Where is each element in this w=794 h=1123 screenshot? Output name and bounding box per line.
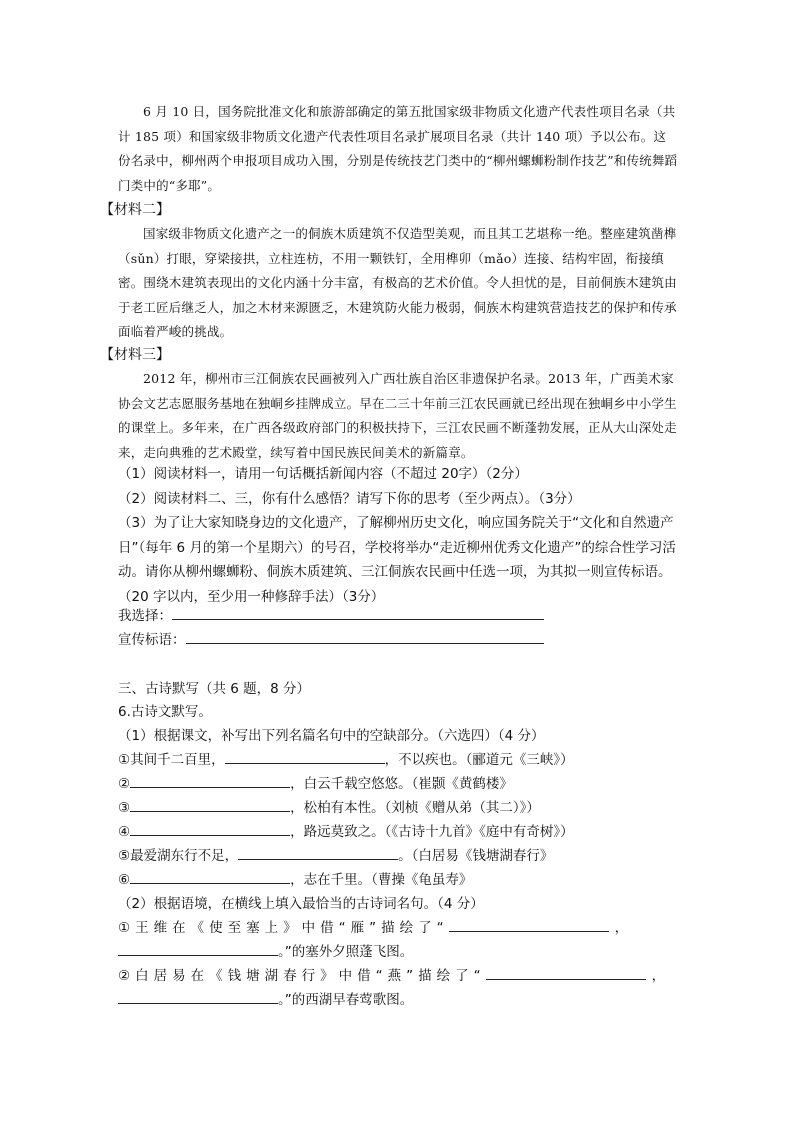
choose-label: 我选择： <box>118 608 172 624</box>
slogan-row <box>118 628 544 652</box>
context-item-2-line1: ②白居易在《钱塘湖春行》中借“燕”描绘了“ ， <box>118 964 665 988</box>
material-three-paragraph: 2012 年，柳州市三江侗族农民画被列入广西壮族自治区非遗保护名录。2013 年，广西美术家协会文艺志愿服务基地在独峒乡挂牌成立。早在二三十年前三江农民画就已经出现在独峒乡中小学生的课堂上。多年来，在广西各级政府部门的积极扶持下，三江农民画不断蓬勃发展，正从大山深处走来，走向典雅的艺术殿堂，续写着中国民族民间美术的新篇章。 <box>118 371 677 460</box>
material-three-heading: 【材料三】 <box>100 347 170 363</box>
context-blank-2a[interactable] <box>486 964 646 980</box>
material-two <box>100 198 680 223</box>
material-two-paragraph: 国家级非物质文化遗产之一的侗族木质建筑不仅造型美观，而且其工艺堪称一绝。整座建筑凿榫（sǔn）打眼，穿梁接拱，立柱连枋，不用一颗铁钉，全用榫卯（mǎo）连接、结构牢固，衔接缜密。围绕木建筑表现出的文化内涵十分丰富，有极高的艺术价值。令人担忧的是，目前侗族木建筑由于老工匠后继乏人，加之木材来源匮乏，木建筑防火能力极弱，侗族木构建筑营造技艺的保护和传承面临着严峻的挑战。 <box>118 226 677 339</box>
poem-item-2: ② ，白云千载空悠悠。（崔颢《黄鹤楼》 <box>118 772 513 796</box>
question-6: 6.古诗文默写。 <box>118 704 212 720</box>
poem-blank-6[interactable] <box>130 868 290 884</box>
question-1: （1）阅读材料一，请用一句话概括新闻内容（不超过 20字）（2分） <box>118 466 528 482</box>
slogan-label: 宣传标语： <box>118 632 186 648</box>
poem-blank-5[interactable] <box>238 844 398 860</box>
poem-item-6: ⑥ ，志在千里。（曹操《龟虽寿》 <box>118 868 472 892</box>
poem-blank-1[interactable] <box>225 748 385 764</box>
choose-answer-line[interactable] <box>172 604 544 620</box>
material-three <box>100 343 680 368</box>
material-two-heading: 【材料二】 <box>100 202 170 218</box>
material-two-body <box>118 222 678 345</box>
material-three-body <box>118 367 678 465</box>
context-item-2-line2: 。”的西湖早春莺歌图。 <box>118 988 413 1012</box>
context-blank-1a[interactable] <box>449 916 609 932</box>
context-blank-1b[interactable] <box>118 940 278 956</box>
question-3: （3）为了让大家知晓身边的文化遗产，了解柳州历史文化，响应国务院关于“文化和自然遗产日”（每年 6 月的第一个星期六）的号召，学校将举办“走近柳州优秀文化遗产”的综合性学习活动。请你从柳州螺蛳粉、侗族木质建筑、三江侗族农民画中任选一项，为其拟一则宣传标语。（20 字以内，至少用一种修辞手法）（3分） <box>118 515 676 605</box>
poem-blank-4[interactable] <box>130 820 290 836</box>
questions <box>118 462 678 609</box>
slogan-answer-line[interactable] <box>186 628 544 644</box>
section-three-title: 三、古诗默写（共 6 题，8 分） <box>118 681 311 697</box>
material-one-paragraph: 6 月 10 日，国务院批准文化和旅游部确定的第五批国家级非物质文化遗产代表性项目名录（共计 185 项）和国家级非物质文化遗产代表性项目名录扩展项目名录（共计 140 项）予以公布。这份名录中，柳州两个申报项目成功入围，分别是传统技艺门类中的“柳州螺蛳粉制作技艺”和传统舞蹈门类中的“多耶”。 <box>118 104 678 193</box>
context-item-1-line1: ①王维在《使至塞上》中借“雁”描绘了“ ， <box>118 916 628 940</box>
context-blank-2b[interactable] <box>118 988 278 1004</box>
sub-question-1: （1）根据课文，补写出下列名篇名句中的空缺部分。（六选四）（4 分） <box>118 728 545 744</box>
poem-item-5: ⑤最爱湖东行不足， 。（白居易《钱塘湖春行》 <box>118 844 553 868</box>
sub-question-2: （2）根据语境，在横线上填入最恰当的古诗词名句。（4 分） <box>118 896 484 912</box>
material-one <box>118 100 678 198</box>
question-2: （2）阅读材料二、三，你有什么感悟？请写下你的思考（至少两点）。（3分） <box>118 490 581 507</box>
poem-item-4: ④ ，路远莫致之。（《古诗十九首》《庭中有奇树》） <box>118 820 574 844</box>
choose-row <box>118 604 544 628</box>
poem-blank-2[interactable] <box>130 772 290 788</box>
context-item-1-line2: 。”的塞外夕照蓬飞图。 <box>118 940 413 964</box>
poem-blank-3[interactable] <box>130 796 290 812</box>
poem-item-3: ③ ，松柏有本性。（刘桢《赠从弟（其二）》） <box>118 796 540 820</box>
poem-item-1: ①其间千二百里， ，不以疾也。（郦道元《三峡》） <box>118 748 574 772</box>
